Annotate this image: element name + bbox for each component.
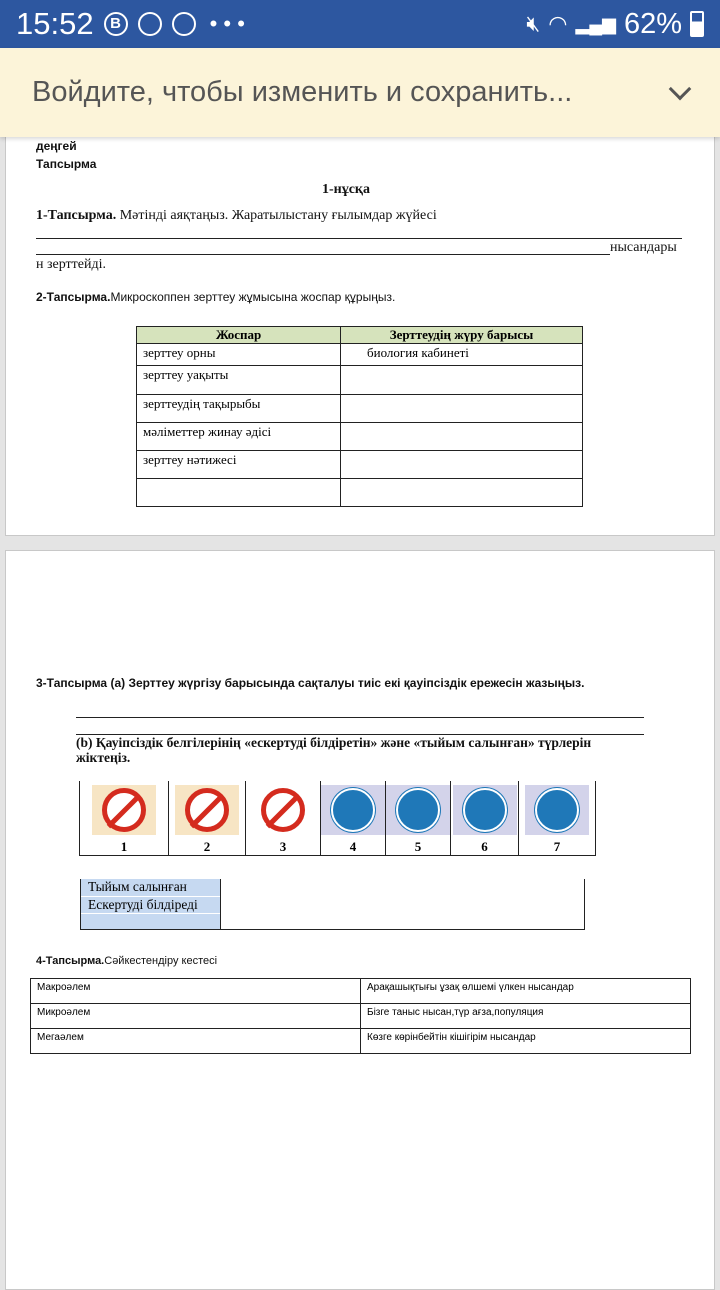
blank-line <box>76 717 644 718</box>
task1-end2: н зерттейді. <box>36 257 107 272</box>
sign-cell <box>169 781 246 839</box>
sign-cell <box>451 781 519 839</box>
cell[interactable] <box>341 366 583 395</box>
sign-image <box>175 785 239 835</box>
prohibition-sign-icon <box>102 788 146 832</box>
banner-text: Войдите, чтобы изменить и сохранить... <box>32 76 573 108</box>
sign-image <box>453 785 517 835</box>
chevron-down-icon[interactable] <box>669 77 692 100</box>
task3b: (b) Қауіпсіздік белгілерінің «ескертуді білдіретін» және «тыйым салынған» түрлерін жіктеңіз. <box>76 735 592 765</box>
task2-label: 2-Тапсырма. <box>36 290 111 304</box>
col-header: Жоспар <box>137 327 341 344</box>
blank-line <box>36 238 682 239</box>
cell: Макроәлем <box>31 979 361 1004</box>
sign-image <box>321 785 385 835</box>
cell: Тыйым салынған <box>81 879 221 896</box>
chrome-icon <box>138 12 162 36</box>
sign-number: 1 <box>80 839 169 856</box>
blank-line <box>36 254 610 255</box>
cell[interactable] <box>221 896 585 913</box>
sign-number: 5 <box>386 839 451 856</box>
cell[interactable] <box>341 395 583 423</box>
prohibition-sign-icon <box>261 788 305 832</box>
cell[interactable] <box>341 479 583 507</box>
cell[interactable] <box>341 451 583 479</box>
signal-icon: ▂▄▆ <box>575 13 616 34</box>
variant-title: 1-нұсқа <box>321 182 370 197</box>
task2 <box>36 290 395 304</box>
sign-number: 6 <box>451 839 519 856</box>
sign-number: 3 <box>246 839 321 856</box>
signs-table <box>79 781 596 856</box>
cell: Арақашықтығы ұзақ өлшемі үлкен нысандар <box>361 979 691 1004</box>
clock: 15:52 <box>16 6 94 41</box>
cell: Микроәлем <box>31 1004 361 1029</box>
task1 <box>36 208 437 224</box>
cell[interactable]: биология кабинеті <box>341 344 583 366</box>
cell: зерттеу нәтижесі <box>137 451 341 479</box>
task3a: 3-Тапсырма (а) Зерттеу жүргізу барысында сақталуы тиіс екі қауіпсіздік ережесін жазыңыз. <box>36 676 585 690</box>
cell[interactable] <box>221 879 585 896</box>
sign-number: 4 <box>321 839 386 856</box>
task4-label: 4-Тапсырма. <box>36 955 105 967</box>
prohibition-sign-icon <box>185 788 229 832</box>
cell[interactable] <box>341 423 583 451</box>
mandatory-sign-icon <box>463 788 507 832</box>
cell: мәліметтер жинау әдісі <box>137 423 341 451</box>
task1-label: 1-Тапсырма. <box>36 208 117 223</box>
cell: зерттеудің тақырыбы <box>137 395 341 423</box>
sign-image <box>251 785 315 835</box>
classify-table <box>80 879 585 930</box>
cut-text: деңгей <box>36 139 77 153</box>
mandatory-sign-icon <box>535 788 579 832</box>
battery-icon <box>690 11 704 37</box>
status-bar <box>0 0 720 48</box>
sign-image <box>92 785 156 835</box>
more-icon: • • • <box>209 11 245 36</box>
cell <box>137 479 341 507</box>
cell: Көзге көрінбейтін кішігірім нысандар <box>361 1029 691 1054</box>
sign-image <box>386 785 450 835</box>
battery-level: 62% <box>623 7 682 40</box>
task4-text: Сәйкестендіру кестесі <box>104 955 218 967</box>
mute-icon: 🔇︎ <box>526 11 541 36</box>
wifi-icon: ◠ <box>548 11 568 36</box>
sign-cell <box>246 781 321 839</box>
sign-cell <box>80 781 169 839</box>
sign-number: 2 <box>169 839 246 856</box>
sign-number: 7 <box>519 839 596 856</box>
cell <box>81 913 221 929</box>
mandatory-sign-icon <box>331 788 375 832</box>
task4 <box>36 955 217 967</box>
task1-end: нысандары <box>610 240 677 255</box>
document-page-2 <box>5 550 715 1290</box>
sign-in-banner[interactable] <box>0 48 720 137</box>
cell: Ескертуді білдіреді <box>81 896 221 913</box>
sign-cell <box>519 781 596 839</box>
chrome-icon <box>172 12 196 36</box>
cell[interactable] <box>221 913 585 929</box>
task1-text: Мәтінді аяқтаңыз. Жаратылыстану ғылымдар жүйесі <box>116 208 437 223</box>
document-page-1 <box>5 110 715 536</box>
sign-cell <box>386 781 451 839</box>
sign-image <box>525 785 589 835</box>
heading: Тапсырма <box>36 157 97 171</box>
plan-table <box>136 326 583 507</box>
cell: зерттеу орны <box>137 344 341 366</box>
match-table <box>30 978 691 1054</box>
b-icon: B <box>104 12 128 36</box>
mandatory-sign-icon <box>396 788 440 832</box>
task2-text: Микроскоппен зерттеу жұмысына жоспар құрыңыз. <box>110 290 396 304</box>
sign-cell <box>321 781 386 839</box>
cell: Мегаәлем <box>31 1029 361 1054</box>
cell: зерттеу уақыты <box>137 366 341 395</box>
cell: Бізге таныс нысан,түр ағза,популяция <box>361 1004 691 1029</box>
col-header: Зерттеудің жүру барысы <box>341 327 583 344</box>
